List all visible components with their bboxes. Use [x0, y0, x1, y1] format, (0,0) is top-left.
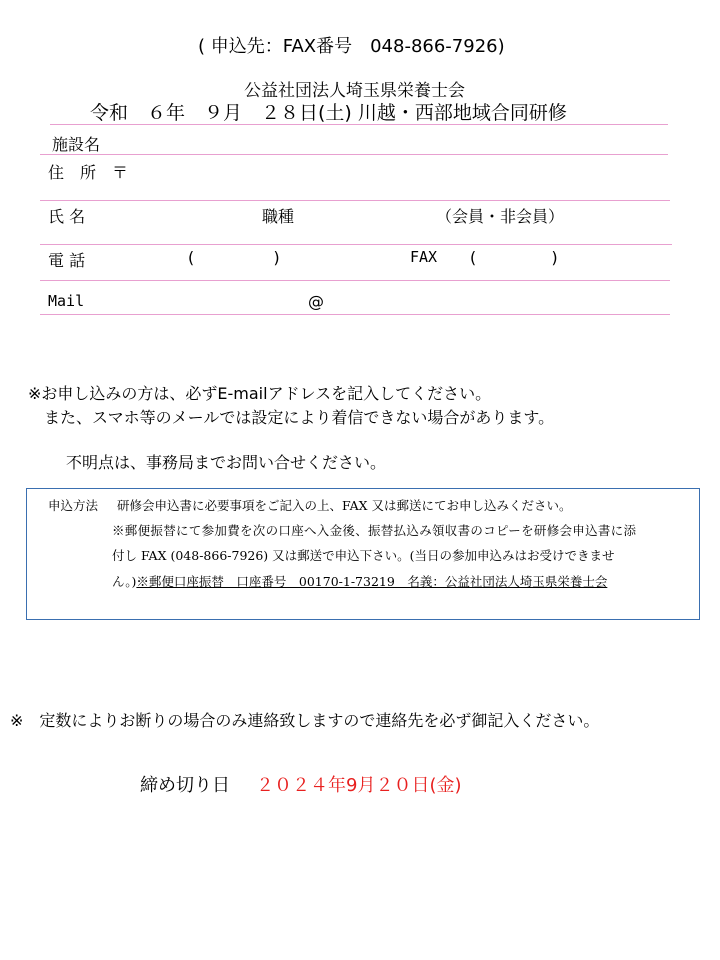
phone-paren-close: ) [272, 248, 282, 267]
divider-facility [40, 154, 668, 155]
application-line-1: 研修会申込書に必要事項をご記入の上、FAX 又は郵送にてお申し込みください。 [117, 498, 572, 513]
deadline-date: ２０２４年9月２０日(金) [256, 775, 462, 796]
phone-label: 電 話 [48, 251, 86, 270]
application-method-label: 申込方法 [48, 498, 99, 513]
address-label: 住 所 〒 [48, 163, 129, 182]
fax-label: FAX [410, 248, 438, 266]
fax-paren-open: ( [468, 248, 478, 267]
fax-paren-close: ) [550, 248, 560, 267]
application-line-4 [112, 572, 607, 590]
organization-name: 公益社団法人埼玉県栄養士会 [244, 81, 465, 101]
divider-mail [40, 314, 670, 315]
mail-label: Mail [48, 292, 85, 310]
divider-address [40, 200, 670, 201]
inquiry-note: 不明点は、事務局までお問い合せください。 [66, 453, 387, 472]
phone-paren-open: ( [186, 248, 196, 267]
refusal-note: ※ 定数によりお断りの場合のみ連絡致しますので連絡先を必ず御記入ください。 [10, 711, 600, 730]
divider-name [40, 244, 672, 245]
facility-label: 施設名 [52, 135, 101, 154]
event-title: 令和 ６年 ９月 ２８日(土) 川越・西部地域合同研修 [90, 102, 567, 124]
fax-destination: ( 申込先：FAX番号 048-866-7926) [198, 36, 505, 57]
divider-top [50, 124, 668, 125]
name-label: 氏 名 [48, 207, 86, 226]
email-note-1: ※お申し込みの方は、必ずE-mailアドレスを記入してください。 [28, 384, 492, 403]
deadline-label: 締め切り日 [140, 775, 230, 796]
mail-at-sign: @ [308, 292, 324, 311]
application-line-3: 付し FAX (048-866-7926) 又は郵送で申込下さい。(当日の参加申込みはお受けできませ [112, 548, 615, 563]
application-line-4-prefix: ん。) [112, 574, 137, 589]
email-note-2: また、スマホ等のメールでは設定により着信できない場合があります。 [44, 408, 555, 427]
application-line-2: ※郵便振替にて参加費を次の口座へ入金後、振替払込み領収書のコピーを研修会申込書に添 [112, 523, 637, 538]
divider-phone [40, 280, 670, 281]
job-label: 職種 [262, 207, 295, 226]
member-status-label: （会員・非会員） [436, 207, 565, 226]
postal-account-info: ※郵便口座振替 口座番号 00170-1-73219 名義：公益社団法人埼玉県栄養士会 [136, 574, 608, 589]
